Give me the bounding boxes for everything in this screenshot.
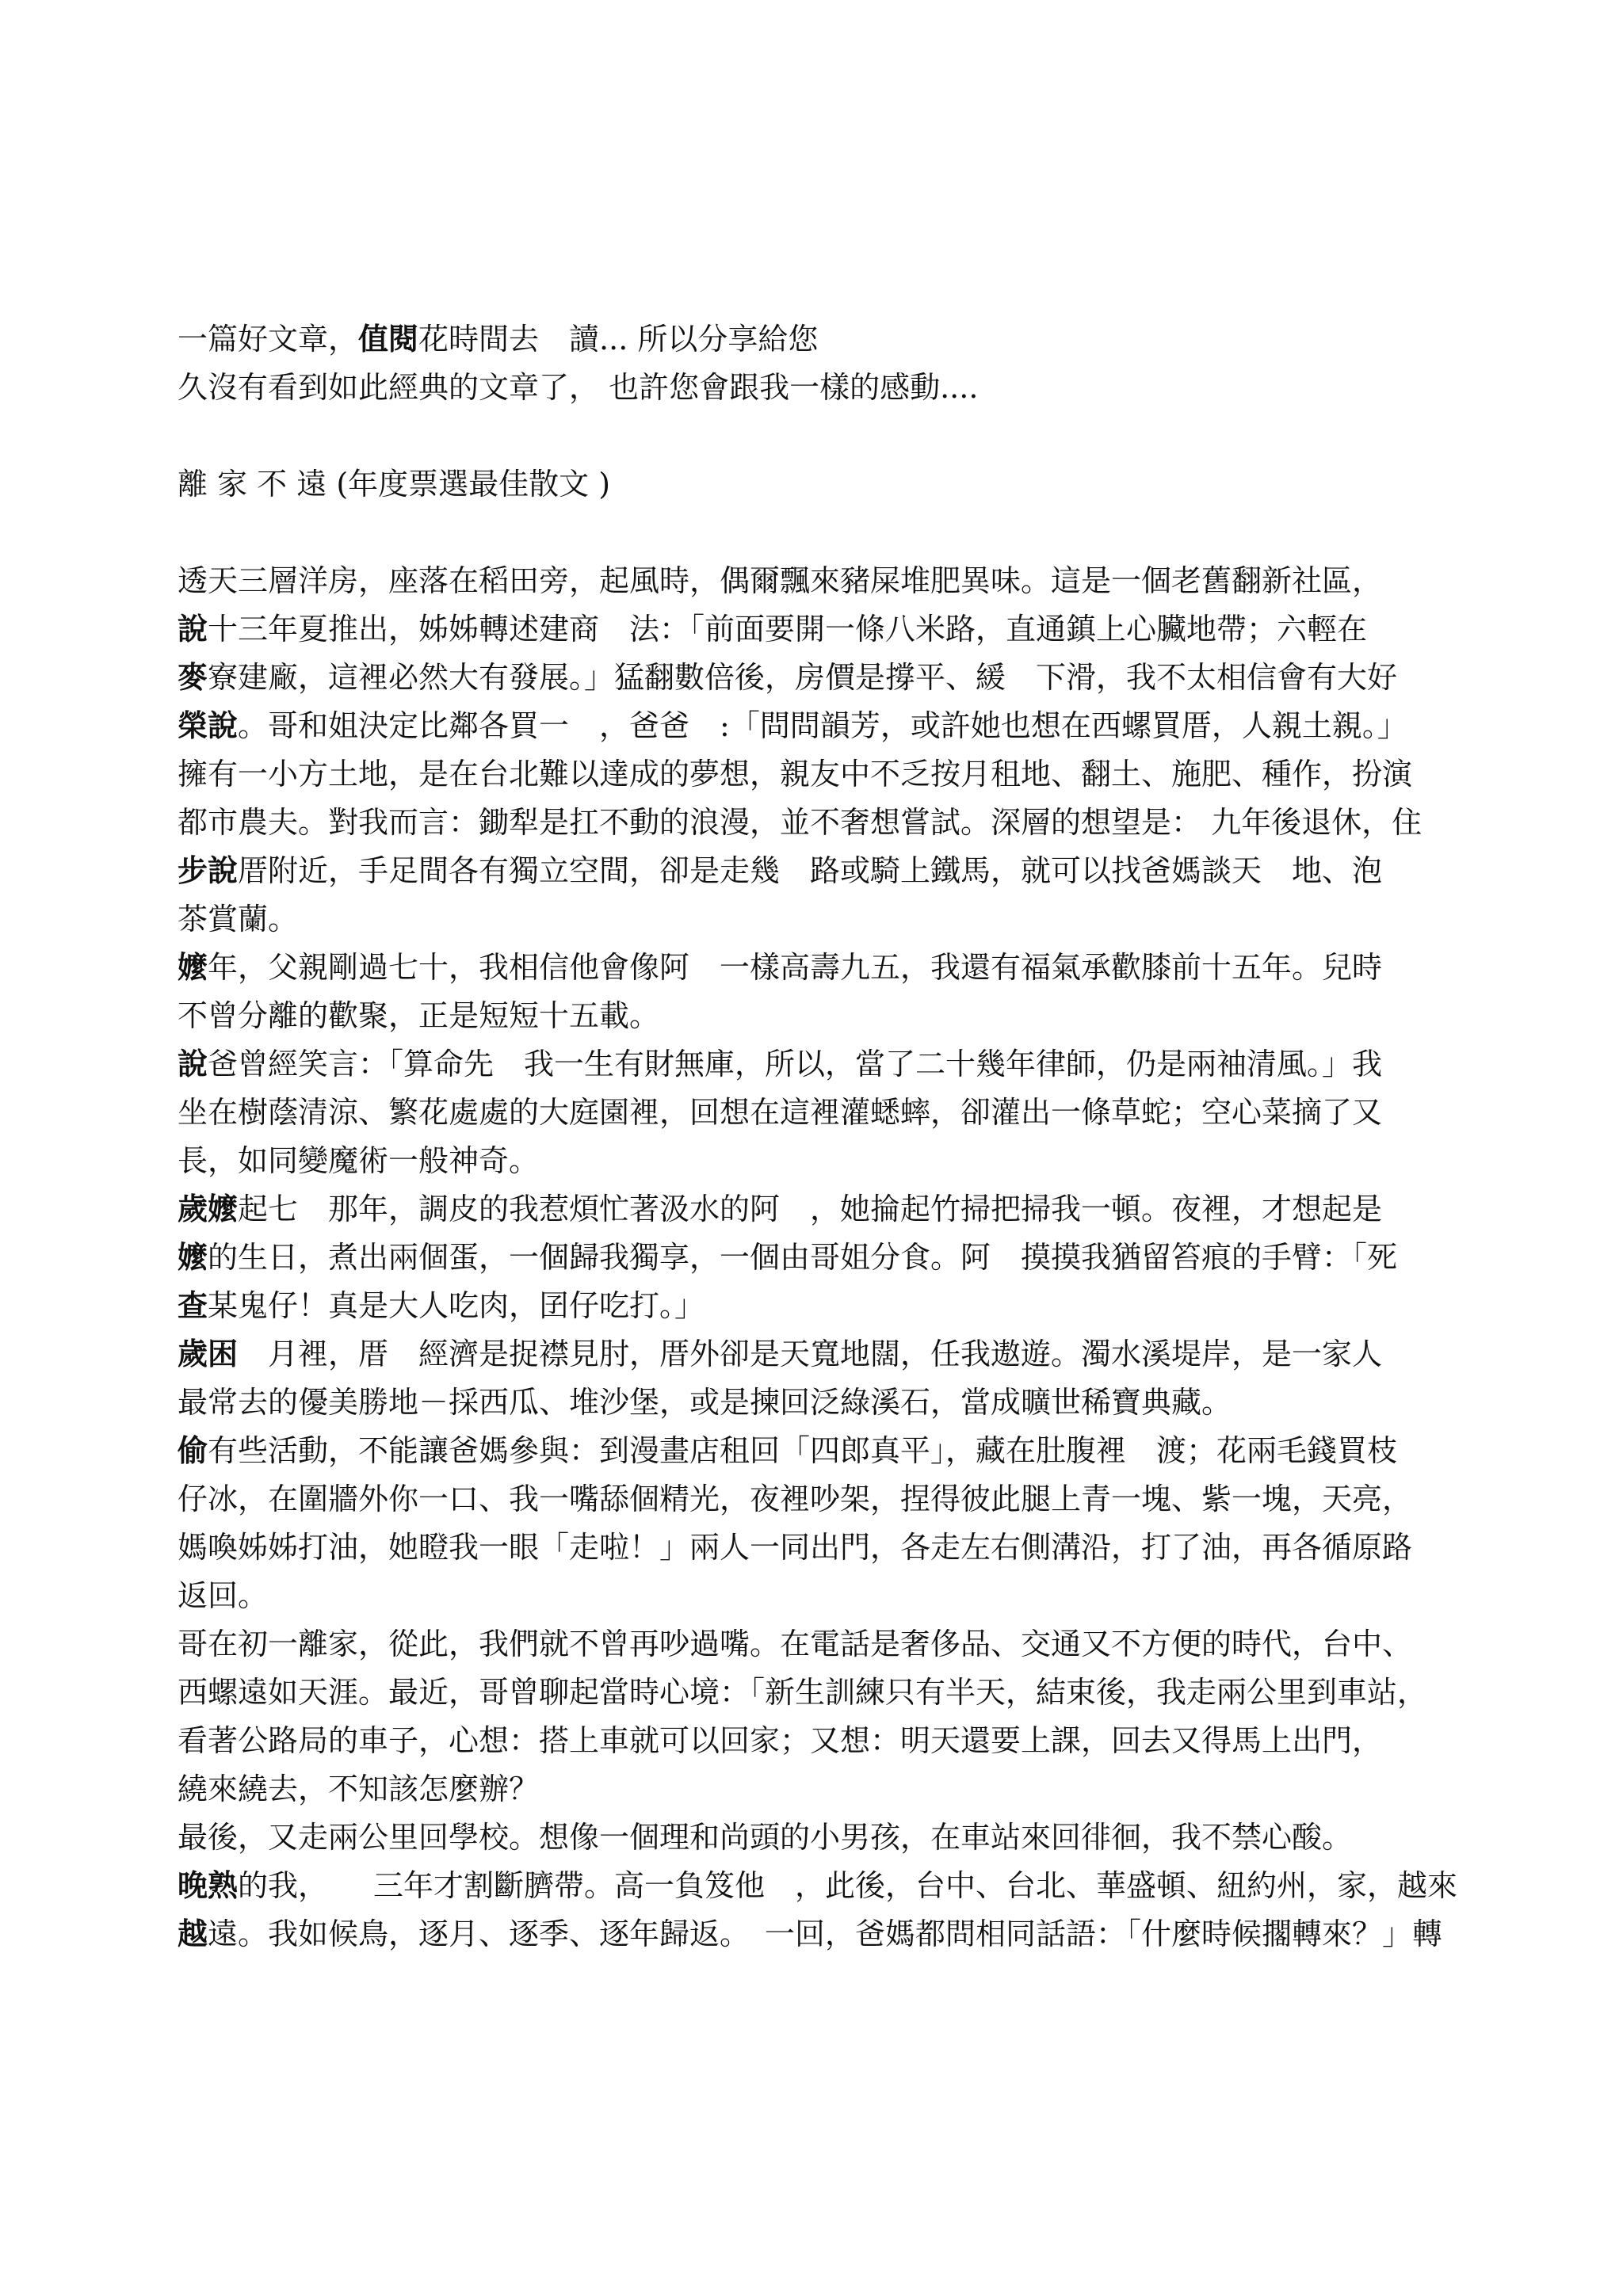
article-line	[178, 1040, 1509, 1089]
blank-line	[178, 509, 1509, 557]
article-line	[178, 557, 1509, 605]
article-line	[178, 895, 1509, 944]
line-bold-prefix: 偷	[178, 1433, 208, 1468]
line-text: 某鬼仔！真是大人吃肉，囝仔吃打。」	[208, 1288, 705, 1323]
line-text: 厝附近，手足間各有獨立空間，卻是走幾 路或騎上鐵馬，就可以找爸媽談天 地、泡	[238, 853, 1383, 888]
line-text: 返回。	[178, 1578, 269, 1613]
line-bold-prefix: 榮說	[178, 708, 239, 743]
line-text: 爸曾經笑言：「算命先 我一生有財無庫，所以，當了二十幾年律師，仍是兩袖清風。」我	[208, 1047, 1383, 1081]
article-line	[178, 654, 1509, 702]
intro-bold-text: 值閱	[358, 322, 419, 357]
article-line	[178, 1620, 1509, 1669]
line-text: 。哥和姐決定比鄰各買一 ，爸爸 :「問問韻芳，或許她也想在西螺買厝，人親土親。」	[238, 708, 1407, 743]
line-text: 繞來繞去，不知該怎麼辦？	[178, 1772, 540, 1806]
line-text: 寮建廠，這裡必然大有發展。」猛翻數倍後，房價是撐平、緩 下滑，我不太相信會有大好	[208, 660, 1398, 695]
document-body	[178, 315, 1509, 1958]
line-bold-prefix: 步說	[178, 853, 239, 888]
line-bold-prefix: 嬤	[178, 950, 208, 985]
line-text: 有些活動，不能讓爸媽參與：到漫畫店租回「四郎真平」，藏在肚腹裡 渡；花兩毛錢買枝	[208, 1433, 1398, 1468]
article-line	[178, 1910, 1509, 1958]
line-bold-prefix: 歲嬤	[178, 1192, 239, 1226]
article-line	[178, 847, 1509, 895]
line-text: 長，如同變魔術一般神奇。	[178, 1143, 540, 1178]
line-text: 年，父親剛過七十，我相信他會像阿 一樣高壽九五，我還有福氣承歡膝前十五年。兒時	[208, 950, 1383, 985]
article-line	[178, 1475, 1509, 1524]
line-bold-prefix: 說	[178, 612, 208, 646]
line-bold-prefix: 麥	[178, 660, 208, 695]
line-text: 透天三層洋房，座落在稻田旁，起風時，偶爾飄來豬屎堆肥異味。這是一個老舊翻新社區，	[178, 563, 1383, 598]
intro-line-2: 久沒有看到如此經典的文章了， 也許您會跟我一樣的感動....	[178, 370, 979, 405]
line-text: 坐在樹蔭清涼、繁花處處的大庭園裡，回想在這裡灌蟋蟀，卻灌出一條草蛇；空心菜摘了又	[178, 1095, 1383, 1130]
article-line	[178, 1862, 1509, 1910]
line-bold-prefix: 查	[178, 1288, 208, 1323]
line-text: 遠。我如候鳥，逐月、逐季、逐年歸返。 一回，爸媽都問相同話語：「什麼時候擱轉來？」轉	[208, 1917, 1443, 1951]
article-line	[178, 1282, 1509, 1330]
line-text: 仔冰，在圍牆外你一口、我一嘴舔個精光，夜裡吵架，捏得彼此腿上青一塊、紫一塊，天亮，	[178, 1482, 1413, 1516]
line-text: 不曾分離的歡聚，正是短短十五載。	[178, 998, 660, 1033]
line-text: 都市農夫。對我而言：鋤犁是扛不動的浪漫，並不奢想嘗試。深層的想望是： 九年後退休，住	[178, 805, 1423, 840]
article-line	[178, 992, 1509, 1040]
line-text: 茶賞蘭。	[178, 902, 299, 936]
article-line	[178, 750, 1509, 799]
article-line	[178, 1669, 1509, 1717]
article-line	[178, 1427, 1509, 1475]
line-text: 看著公路局的車子，心想：搭上車就可以回家；又想：明天還要上課，回去又得馬上出門，	[178, 1723, 1383, 1758]
line-text: 的我， 三年才割斷臍帶。高一負笈他 ，此後，台中、台北、華盛頓、紐約州，家，越來	[238, 1868, 1458, 1903]
line-text: 最後，又走兩公里回學校。想像一個理和尚頭的小男孩，在車站來回徘徊，我不禁心酸。	[178, 1820, 1353, 1855]
blank-line	[178, 412, 1509, 460]
article-line	[178, 1765, 1509, 1814]
article-line	[178, 605, 1509, 654]
line-text: 西螺遠如天涯。最近，哥曾聊起當時心境：「新生訓練只有半天，結束後，我走兩公里到車站，	[178, 1675, 1428, 1710]
article-body	[178, 557, 1509, 1958]
article-line	[178, 1137, 1509, 1185]
article-line	[178, 702, 1509, 750]
article-line	[178, 1814, 1509, 1862]
line-bold-prefix: 越	[178, 1917, 208, 1951]
intro-text: 一篇好文章，	[178, 322, 359, 357]
line-text: 擁有一小方土地，是在台北難以達成的夢想，親友中不乏按月租地、翻土、施肥、種作，扮演	[178, 757, 1413, 791]
article-line	[178, 1089, 1509, 1137]
article-line	[178, 1379, 1509, 1427]
line-text: 哥在初一離家，從此，我們就不曾再吵過嘴。在電話是奢侈品、交通又不方便的時代，台中、	[178, 1627, 1413, 1661]
line-bold-prefix: 說	[178, 1047, 208, 1081]
line-text: 起七 那年，調皮的我惹煩忙著汲水的阿 ，她掄起竹掃把掃我一頓。夜裡，才想起是	[238, 1192, 1383, 1226]
line-text: 十三年夏推出，姊姊轉述建商 法：「前面要開一條八米路，直通鎮上心臟地帶；六輕在	[208, 612, 1368, 646]
line-bold-prefix: 嬤	[178, 1240, 208, 1275]
article-title: 離 家 不 遠 (年度票選最佳散文 )	[178, 467, 611, 502]
line-bold-prefix: 歲困	[178, 1337, 239, 1371]
line-text: 月裡，厝 經濟是捉襟見肘，厝外卻是天寬地闊，任我遨遊。濁水溪堤岸，是一家人	[238, 1337, 1383, 1371]
article-line	[178, 1234, 1509, 1282]
article-line	[178, 1330, 1509, 1379]
line-text: 最常去的優美勝地－採西瓜、堆沙堡，或是揀回泛綠溪石，當成曠世稀寶典藏。	[178, 1385, 1232, 1420]
line-text: 媽喚姊姊打油，她瞪我一眼「走啦！」兩人一同出門，各走左右側溝沿，打了油，再各循原路	[178, 1530, 1413, 1565]
intro-text: 花時間去 讀... 所以分享給您	[418, 322, 819, 357]
article-line	[178, 1572, 1509, 1620]
article-line	[178, 1717, 1509, 1765]
article-line	[178, 799, 1509, 847]
article-line	[178, 944, 1509, 992]
intro-line-1	[178, 315, 1509, 364]
article-line	[178, 1524, 1509, 1572]
line-text: 的生日，煮出兩個蛋，一個歸我獨享，一個由哥姐分食。阿 摸摸我猶留笞痕的手臂：「死	[208, 1240, 1398, 1275]
line-bold-prefix: 晚熟	[178, 1868, 239, 1903]
article-line	[178, 1185, 1509, 1234]
